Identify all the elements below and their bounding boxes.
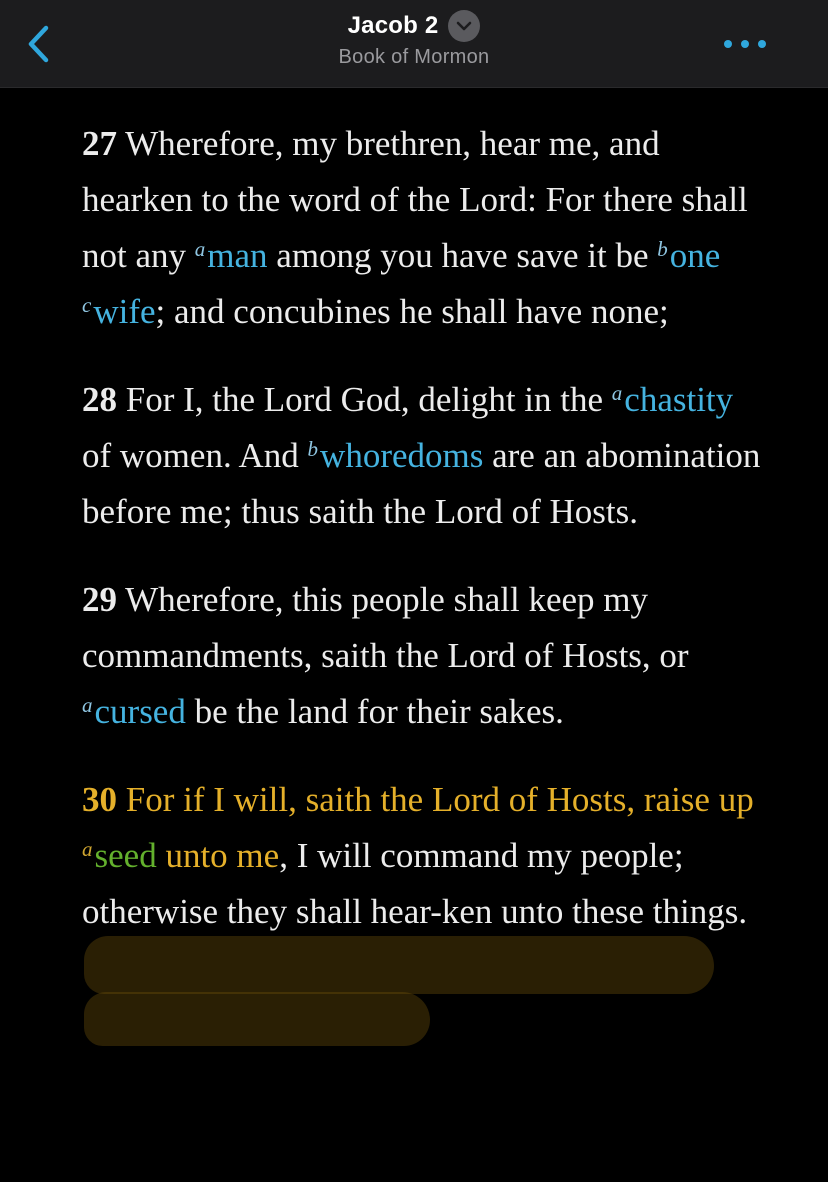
footnote-marker: a [82, 837, 93, 861]
verse-text: ; and concubines he shall have none; [155, 292, 669, 331]
footnote-link-cursed[interactable]: cursed [94, 692, 186, 731]
verse-text: Wherefore, this people shall keep my commandments, saith the Lord of Hosts, or [82, 580, 689, 675]
ellipsis-icon [724, 40, 732, 48]
footnote-marker: c [82, 293, 92, 317]
footnote-marker: b [657, 237, 668, 261]
footnote-link-man[interactable]: man [207, 236, 268, 275]
verse-number: 27 [82, 124, 117, 163]
highlighted-text: unto me [156, 836, 280, 875]
verse-text: among you have save it be [267, 236, 658, 275]
chapter-text [82, 116, 762, 972]
verse-text: of women. And [82, 436, 308, 475]
more-options-button[interactable] [720, 32, 770, 56]
verse-text: , I will command my people; otherwise they shall hear-ken unto these things. [82, 836, 748, 931]
footnote-marker: a [82, 693, 93, 717]
highlight-band [84, 992, 430, 1046]
chevron-down-icon [456, 21, 472, 31]
verse-27[interactable] [82, 116, 762, 340]
verse-text: For I, the Lord God, delight in the [125, 380, 612, 419]
footnote-link-wife[interactable]: wife [93, 292, 156, 331]
navigation-bar [0, 0, 828, 88]
footnote-link-whoredoms[interactable]: whoredoms [320, 436, 484, 475]
verse-text: be the land for their sakes. [185, 692, 564, 731]
verse-28[interactable] [82, 372, 762, 540]
verse-text: are an abomination before me; thus saith the Lord of Hosts. [82, 436, 761, 531]
book-subtitle: Book of Mormon [338, 46, 490, 68]
page-title: Jacob 2 [347, 12, 439, 39]
footnote-marker: a [194, 237, 206, 261]
verse-text: Wherefore, my brethren, hear me, and hearken to the word of the Lord: For there shall not any [82, 124, 748, 275]
verse-29[interactable] [82, 572, 762, 740]
chapter-dropdown-button[interactable] [448, 10, 480, 42]
footnote-link-one[interactable]: one [669, 236, 721, 275]
verse-number: 29 [82, 580, 117, 619]
verse-30[interactable] [82, 772, 762, 940]
highlighted-text: For if I will, saith the Lord of Hosts, raise up [125, 780, 754, 819]
title-area [0, 10, 828, 69]
verse-number: 28 [82, 380, 117, 419]
footnote-link-seed[interactable]: seed [94, 836, 157, 875]
verse-number: 30 [82, 780, 117, 819]
footnote-marker: a [611, 381, 623, 405]
footnote-link-chastity[interactable]: chastity [624, 380, 734, 419]
footnote-marker: b [307, 437, 319, 461]
